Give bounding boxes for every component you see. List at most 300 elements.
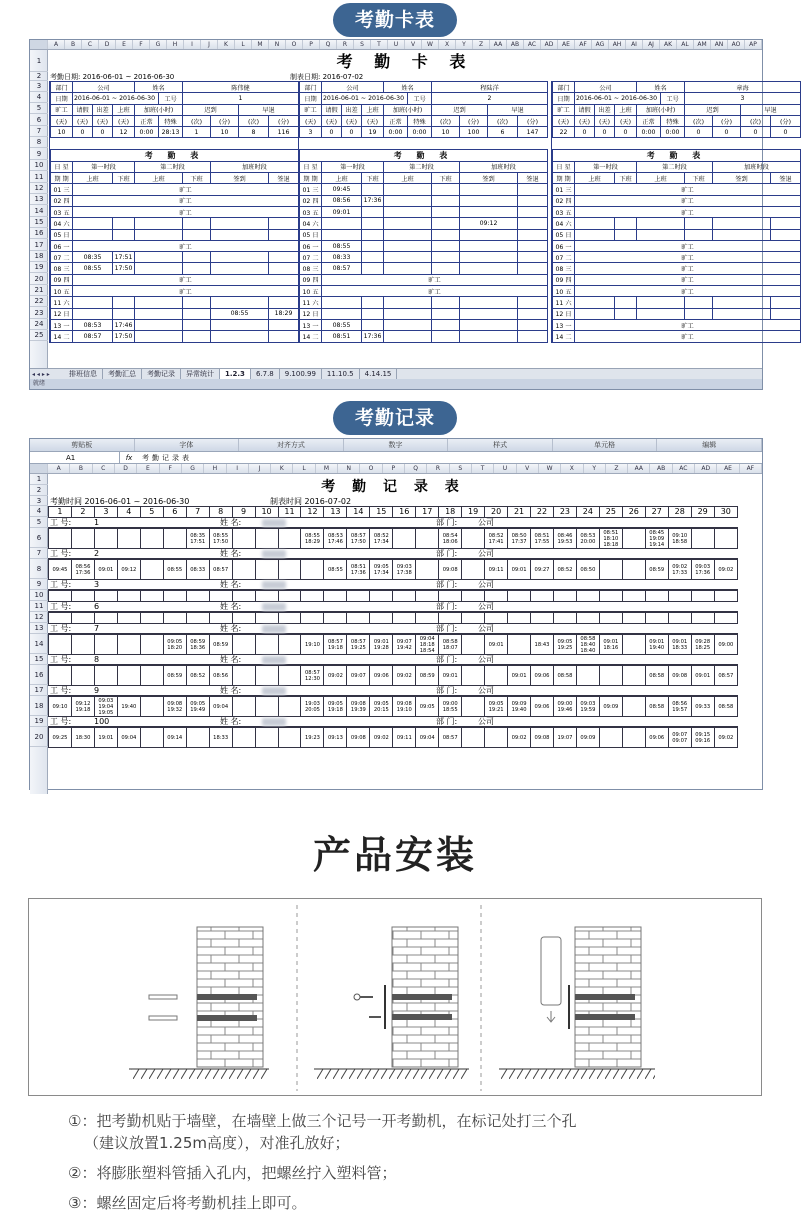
absent-cell: 旷工	[575, 252, 801, 263]
cell: (分)	[460, 115, 488, 126]
sheet-tab[interactable]: 1.2.3	[220, 369, 251, 379]
row-header[interactable]: 3	[30, 496, 48, 506]
punch-cell: 09:45	[49, 560, 72, 580]
clock-in	[73, 308, 113, 319]
absent-cell: 旷工	[322, 286, 548, 297]
employee-times-row	[48, 727, 738, 748]
cell: 下班	[362, 173, 384, 184]
cell	[183, 319, 211, 330]
install-title: 产品安装	[312, 833, 477, 877]
column-header[interactable]: P	[303, 40, 320, 49]
row-header[interactable]: 20	[30, 273, 48, 285]
column-header[interactable]: R	[337, 40, 354, 49]
punch-cell	[576, 613, 599, 624]
punch-cell: 09:11	[485, 560, 508, 580]
punch-cell: 09:04	[209, 697, 232, 717]
column-header[interactable]: G	[150, 40, 167, 49]
column-header[interactable]: X	[561, 464, 583, 473]
column-header[interactable]: D	[99, 40, 116, 49]
cell: 日 星	[51, 161, 73, 172]
ot-out	[771, 218, 801, 229]
column-header[interactable]: AA	[628, 464, 650, 473]
column-header[interactable]: Y	[584, 464, 606, 473]
punch-cell	[393, 591, 416, 602]
column-header[interactable]: E	[137, 464, 159, 473]
column-header[interactable]: C	[82, 40, 99, 49]
row-header[interactable]: 18	[30, 696, 48, 716]
column-header[interactable]: AC	[673, 464, 695, 473]
dept-label: 部 门:	[436, 655, 458, 664]
column-header[interactable]: C	[93, 464, 115, 473]
column-header[interactable]: AD	[541, 40, 558, 49]
column-header[interactable]: O	[286, 40, 303, 49]
row-header[interactable]: 25	[30, 330, 48, 341]
punch-cell	[599, 728, 622, 748]
punch-cell: 09:01 18:16	[599, 635, 622, 655]
column-header[interactable]: V	[405, 40, 422, 49]
ot-in	[211, 319, 269, 330]
row-header[interactable]: 3	[30, 81, 48, 92]
day-cell: 05 日	[553, 229, 575, 240]
punch-cell: 08:58 18:40 18:40	[576, 635, 599, 655]
column-header[interactable]: D	[115, 464, 137, 473]
ot-out	[518, 331, 548, 342]
punch-cell	[117, 635, 140, 655]
punch-cell	[622, 697, 645, 717]
day-cell: 10 五	[553, 286, 575, 297]
day-cell: 11 六	[51, 297, 73, 308]
punch-cell: 09:08	[668, 666, 691, 686]
column-header[interactable]: J	[201, 40, 218, 49]
ribbon-group[interactable]: 单元格	[553, 439, 658, 451]
row-header[interactable]: 12	[30, 183, 48, 194]
punch-cell	[71, 666, 94, 686]
row-header[interactable]: 21	[30, 285, 48, 296]
clock-out: 17:36	[362, 331, 384, 342]
absent-cell: 旷工	[73, 184, 299, 195]
row-header[interactable]: 18	[30, 251, 48, 262]
cell: (次)	[488, 115, 518, 126]
select-all-corner[interactable]	[30, 464, 48, 473]
day-cell: 02 四	[553, 195, 575, 206]
punch-cell: 09:09	[599, 697, 622, 717]
cell: 加班(小时)	[637, 104, 685, 115]
column-header[interactable]: B	[70, 464, 92, 473]
row-header[interactable]: 19	[30, 716, 48, 727]
blurred-name	[262, 687, 286, 695]
punch-cell	[714, 529, 737, 549]
sheet-tab[interactable]: 4.14.15	[360, 369, 398, 379]
row-header[interactable]: 14	[30, 205, 48, 217]
sheet-tab[interactable]: 11.10.5	[322, 369, 360, 379]
row-header[interactable]: 2	[30, 72, 48, 81]
clock-in: 08:35	[73, 252, 113, 263]
column-header[interactable]: F	[133, 40, 150, 49]
employee-id: 1	[94, 518, 100, 527]
dept-label: 部 门:	[436, 686, 458, 695]
column-header[interactable]: I	[184, 40, 201, 49]
ribbon-group[interactable]: 样式	[448, 439, 553, 451]
row-header[interactable]: 4	[30, 92, 48, 103]
row-header[interactable]: 5	[30, 103, 48, 114]
punch-cell	[301, 591, 324, 602]
punch-cell	[370, 591, 393, 602]
cell: 签到	[211, 173, 269, 184]
cell	[135, 297, 183, 308]
clock-out	[362, 319, 384, 330]
punch-cell	[186, 728, 209, 748]
summary-value: 6	[488, 127, 518, 138]
employee-name: 章海	[685, 82, 801, 93]
day-cell: 06 一	[300, 240, 322, 251]
column-header[interactable]: AH	[609, 40, 626, 49]
date-label: 日期	[51, 93, 73, 104]
column-header[interactable]: F	[160, 464, 182, 473]
clock-in: 09:01	[322, 206, 362, 217]
punch-cell: 08:59	[209, 635, 232, 655]
row-header[interactable]: 13	[30, 623, 48, 634]
ribbon-group[interactable]: 字体	[135, 439, 240, 451]
column-header[interactable]: V	[517, 464, 539, 473]
row-header[interactable]: 15	[30, 654, 48, 665]
column-header[interactable]: S	[450, 464, 472, 473]
row-header[interactable]: 5	[30, 517, 48, 528]
column-header[interactable]: AP	[745, 40, 762, 49]
clock-in	[575, 297, 615, 308]
summary-value: 147	[518, 127, 548, 138]
column-header[interactable]: M	[252, 40, 269, 49]
column-header[interactable]: AO	[728, 40, 745, 49]
summary-value: 0	[575, 127, 595, 138]
column-header[interactable]: AB	[650, 464, 672, 473]
row-header[interactable]: 1	[30, 474, 48, 485]
cell	[432, 240, 460, 251]
column-header[interactable]: I	[227, 464, 249, 473]
column-header[interactable]: T	[472, 464, 494, 473]
column-header[interactable]: AF	[575, 40, 592, 49]
clock-in: 08:33	[322, 252, 362, 263]
column-header[interactable]: B	[65, 40, 82, 49]
absent-cell: 旷工	[575, 319, 801, 330]
day-cell: 07 二	[300, 252, 322, 263]
day-number: 28	[668, 507, 691, 518]
sheet-tab[interactable]: 考勤汇总	[103, 369, 142, 379]
row-header[interactable]: 9	[30, 148, 48, 160]
ribbon-group[interactable]: 编辑	[657, 439, 762, 451]
punch-cell: 08:56	[209, 666, 232, 686]
punch-cell	[186, 613, 209, 624]
punch-cell: 09:08	[531, 728, 554, 748]
absent-cell: 旷工	[575, 184, 801, 195]
cell: 签退	[518, 173, 548, 184]
day-cell: 08 三	[300, 263, 322, 274]
day-number: 15	[370, 507, 393, 518]
column-header[interactable]: AL	[677, 40, 694, 49]
cell: (天)	[615, 115, 637, 126]
ot-out	[518, 263, 548, 274]
cell: 签退	[269, 173, 299, 184]
punch-cell: 09:04	[416, 728, 439, 748]
column-header[interactable]: L	[235, 40, 252, 49]
cell: 旷工	[300, 104, 322, 115]
column-header[interactable]: W	[539, 464, 561, 473]
punch-cell	[255, 613, 278, 624]
name-label: 姓名	[384, 82, 432, 93]
row-header[interactable]: 15	[30, 217, 48, 228]
row-header[interactable]: 8	[30, 137, 48, 148]
row-header[interactable]: 19	[30, 262, 48, 273]
ot-out	[518, 240, 548, 251]
row-header[interactable]: 16	[30, 665, 48, 685]
summary-value: 0	[342, 127, 362, 138]
cell: (天)	[595, 115, 615, 126]
cell	[553, 138, 801, 149]
column-header[interactable]: Y	[456, 40, 473, 49]
column-header[interactable]: U	[388, 40, 405, 49]
column-header[interactable]: O	[360, 464, 382, 473]
column-header[interactable]: E	[116, 40, 133, 49]
column-header[interactable]: W	[422, 40, 439, 49]
cell	[183, 229, 211, 240]
period-value: 2016-06-01 ~ 2016-06-30	[575, 93, 661, 104]
column-header[interactable]: AK	[660, 40, 677, 49]
clock-in: 09:45	[322, 184, 362, 195]
row-header[interactable]: 8	[30, 559, 48, 579]
punch-cell: 19:23	[301, 728, 324, 748]
row-header[interactable]: 20	[30, 727, 48, 747]
sheet-tab[interactable]: 6.7.8	[251, 369, 280, 379]
day-cell: 02 四	[300, 195, 322, 206]
punch-cell: 18:33	[209, 728, 232, 748]
punch-cell: 09:01	[508, 560, 531, 580]
punch-cell	[462, 635, 485, 655]
ot-in	[460, 240, 518, 251]
column-header[interactable]: S	[354, 40, 371, 49]
cell: 出差	[93, 104, 113, 115]
row-header[interactable]: 17	[30, 685, 48, 696]
punch-cell	[622, 666, 645, 686]
column-header[interactable]: AA	[490, 40, 507, 49]
row-header[interactable]: 24	[30, 319, 48, 330]
column-header[interactable]: G	[182, 464, 204, 473]
column-header[interactable]: L	[293, 464, 315, 473]
column-header[interactable]: P	[383, 464, 405, 473]
row-header[interactable]: 12	[30, 612, 48, 623]
column-header[interactable]: R	[427, 464, 449, 473]
name-label: 姓 名:	[220, 549, 242, 558]
row-header[interactable]: 14	[30, 634, 48, 654]
punch-cell: 09:08 19:39	[347, 697, 370, 717]
name-label: 姓 名:	[220, 624, 242, 633]
cell: 上班	[575, 173, 615, 184]
row-header[interactable]: 7	[30, 548, 48, 559]
column-header[interactable]: N	[338, 464, 360, 473]
punch-cell: 09:01	[691, 666, 714, 686]
ot-in	[460, 297, 518, 308]
punch-cell: 09:05 20:15	[370, 697, 393, 717]
row-header[interactable]: 11	[30, 171, 48, 183]
column-header[interactable]: A	[48, 464, 70, 473]
cell	[432, 263, 460, 274]
step3-illustration	[499, 927, 655, 1079]
punch-cell: 09:06	[531, 666, 554, 686]
column-header[interactable]: Z	[606, 464, 628, 473]
column-header[interactable]: AB	[507, 40, 524, 49]
column-header[interactable]: AD	[695, 464, 717, 473]
cell	[432, 184, 460, 195]
column-header[interactable]: AM	[694, 40, 711, 49]
ribbon-group[interactable]: 数字	[344, 439, 449, 451]
column-header[interactable]: U	[494, 464, 516, 473]
cell: 正常	[135, 115, 159, 126]
column-header[interactable]: N	[269, 40, 286, 49]
column-header[interactable]: K	[271, 464, 293, 473]
ribbon-group[interactable]: 对齐方式	[239, 439, 344, 451]
blurred-name	[262, 718, 286, 726]
ot-out	[269, 252, 299, 263]
function-icon[interactable]: fx	[125, 453, 133, 462]
punch-cell: 09:13	[324, 728, 347, 748]
sheet-tab[interactable]: 考勤记录	[142, 369, 181, 379]
column-header[interactable]: AF	[740, 464, 762, 473]
name-label: 姓 名:	[220, 655, 242, 664]
day-number: 27	[645, 507, 668, 518]
punch-cell	[439, 613, 462, 624]
cell-reference[interactable]: A1	[30, 452, 120, 464]
summary-value: 116	[269, 127, 299, 138]
install-illustration	[29, 899, 763, 1097]
column-header[interactable]: Q	[320, 40, 337, 49]
column-header[interactable]: H	[204, 464, 226, 473]
punch-cell	[140, 560, 163, 580]
day-cell: 12 日	[300, 308, 322, 319]
row-header[interactable]: 9	[30, 579, 48, 590]
employee-info-row	[48, 623, 738, 634]
row-header[interactable]: 2	[30, 485, 48, 496]
row-header[interactable]: 4	[30, 506, 48, 517]
name-label: 姓 名:	[220, 717, 242, 726]
punch-cell	[553, 591, 576, 602]
employee-times-row	[48, 559, 738, 580]
row-header[interactable]: 7	[30, 126, 48, 137]
row-header[interactable]: 6	[30, 528, 48, 548]
column-header[interactable]: AG	[592, 40, 609, 49]
row-header[interactable]: 6	[30, 114, 48, 126]
column-header[interactable]: A	[48, 40, 65, 49]
column-header[interactable]: AC	[524, 40, 541, 49]
column-header[interactable]: H	[167, 40, 184, 49]
worknum-label: 工 号:	[50, 602, 72, 611]
record-period: 考勤时间 2016-06-01 ~ 2016-06-30	[50, 497, 190, 506]
ot-in	[460, 331, 518, 342]
cell	[384, 252, 432, 263]
punch-cell: 19:07	[553, 728, 576, 748]
cell: 加班(小时)	[384, 104, 432, 115]
punch-cell	[462, 666, 485, 686]
cell	[432, 319, 460, 330]
row-header[interactable]: 10	[30, 590, 48, 601]
row-header[interactable]: 1	[30, 50, 48, 72]
sheet-tab[interactable]: 排班信息	[64, 369, 103, 379]
ot-out	[518, 195, 548, 206]
row-header[interactable]: 16	[30, 228, 48, 239]
day-cell: 01 三	[300, 184, 322, 195]
summary-value: 100	[460, 127, 488, 138]
punch-cell: 08:54 18:06	[439, 529, 462, 549]
column-header[interactable]: T	[371, 40, 388, 49]
employee-id: 7	[94, 624, 100, 633]
punch-cell	[117, 529, 140, 549]
column-header[interactable]: AJ	[643, 40, 660, 49]
sheet-tab[interactable]: 9.100.99	[280, 369, 322, 379]
punch-cell	[622, 728, 645, 748]
column-header[interactable]: AI	[626, 40, 643, 49]
day-cell: 13 一	[300, 319, 322, 330]
column-header[interactable]: AN	[711, 40, 728, 49]
punch-cell	[393, 613, 416, 624]
day-cell: 09 四	[553, 274, 575, 285]
column-header[interactable]: Q	[405, 464, 427, 473]
column-header[interactable]: J	[249, 464, 271, 473]
ot-out	[771, 308, 801, 319]
punch-cell	[117, 666, 140, 686]
punch-cell: 09:06	[531, 697, 554, 717]
row-header[interactable]: 23	[30, 307, 48, 319]
day-cell: 03 五	[51, 206, 73, 217]
worknum-label: 工 号:	[50, 686, 72, 695]
formula-input[interactable]: 考勤记录表	[142, 453, 192, 462]
ribbon-group[interactable]: 剪贴板	[30, 439, 135, 451]
day-cell: 11 六	[300, 297, 322, 308]
row-header[interactable]: 17	[30, 239, 48, 251]
summary-value: 22	[553, 127, 575, 138]
worknum-label: 工 号:	[50, 624, 72, 633]
row-header[interactable]: 11	[30, 601, 48, 612]
punch-cell	[622, 529, 645, 549]
column-header[interactable]: K	[218, 40, 235, 49]
cell	[432, 218, 460, 229]
day-cell: 06 一	[51, 240, 73, 251]
worknum-label: 工 号:	[50, 655, 72, 664]
column-header[interactable]: Z	[473, 40, 490, 49]
clock-in: 08:53	[73, 319, 113, 330]
cell: 出差	[342, 104, 362, 115]
cell: 出差	[595, 104, 615, 115]
summary-value: 0	[771, 127, 801, 138]
punch-cell: 09:08	[347, 728, 370, 748]
sheet-tab[interactable]: 异常统计	[181, 369, 220, 379]
absent-cell: 旷工	[575, 286, 801, 297]
column-header[interactable]: AE	[558, 40, 575, 49]
period-value: 2016-06-01 ~ 2016-06-30	[73, 93, 159, 104]
column-header[interactable]: M	[316, 464, 338, 473]
select-all-corner[interactable]	[30, 40, 48, 49]
sheet-tab-nav[interactable]: ◂ ◂ ▸ ▸	[32, 371, 50, 378]
blurred-name	[262, 550, 286, 558]
row-header[interactable]: 10	[30, 160, 48, 171]
row-header[interactable]: 22	[30, 296, 48, 307]
cell	[51, 138, 299, 149]
punch-cell	[49, 666, 72, 686]
column-header[interactable]: AE	[717, 464, 739, 473]
row-header[interactable]: 13	[30, 194, 48, 205]
punch-cell	[485, 613, 508, 624]
punch-cell	[691, 529, 714, 549]
ot-in	[211, 263, 269, 274]
column-header[interactable]: X	[439, 40, 456, 49]
ot-out	[269, 218, 299, 229]
employee-card	[551, 81, 799, 343]
